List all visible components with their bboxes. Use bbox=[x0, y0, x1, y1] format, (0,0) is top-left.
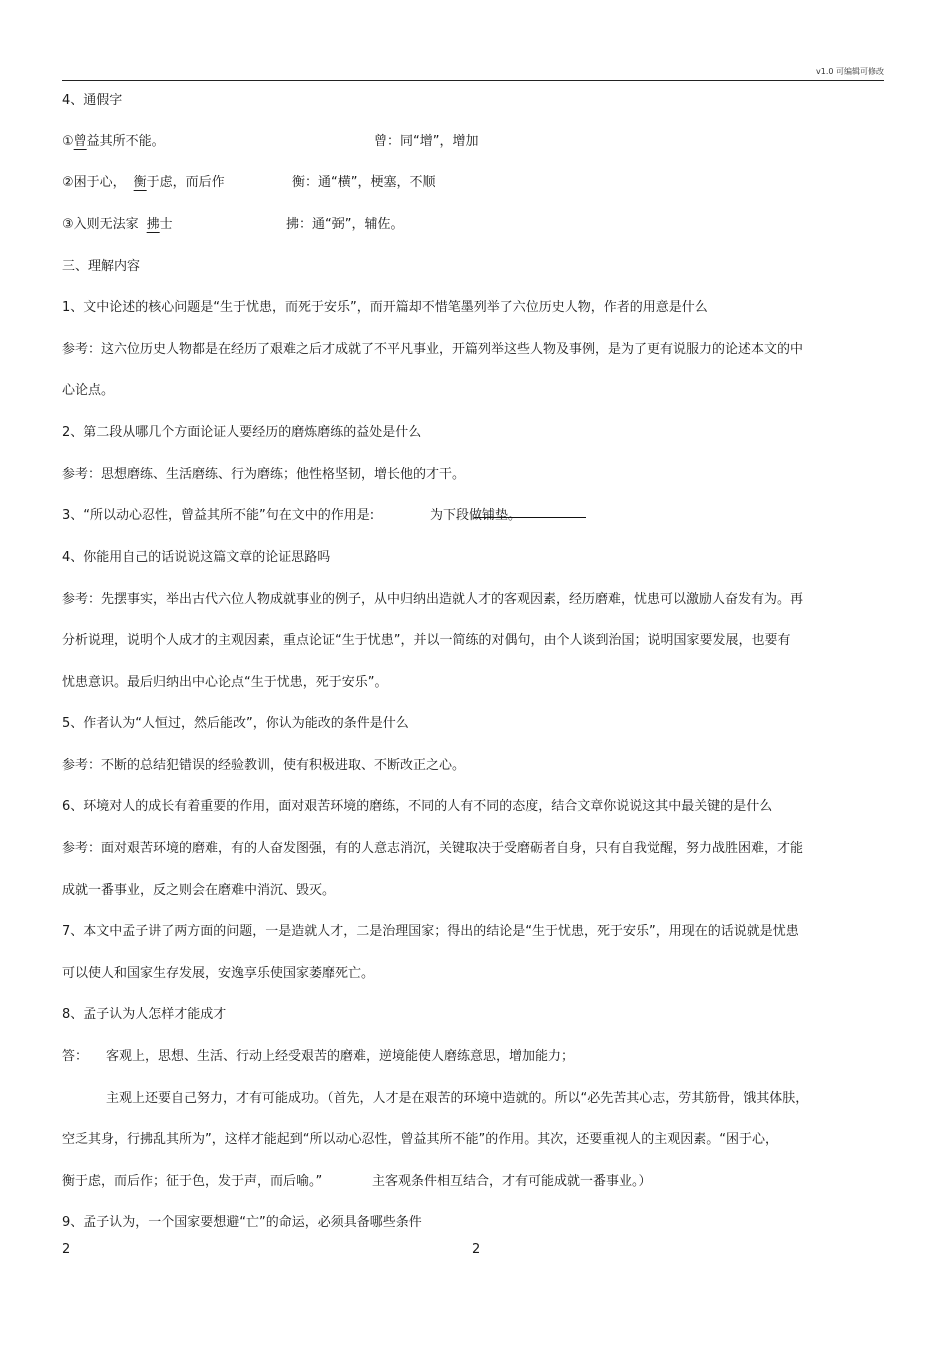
question-6: 6、环境对人的成长有着重要的作用，面对艰苦环境的磨练，不同的人有不同的态度，结合文章你说说这其中最关键的是什么 bbox=[62, 799, 773, 814]
answer-6-line-2: 成就一番事业，反之则会在磨难中消沉、毁灭。 bbox=[62, 883, 336, 898]
section-heading-understanding: 三、理解内容 bbox=[62, 259, 141, 274]
answer-6-line-1: 参考：面对艰苦环境的磨难，有的人奋发图强，有的人意志消沉，关键取决于受磨砺者自身，只有自我觉醒，努力战胜困难，才能 bbox=[62, 841, 804, 856]
answer-1-line-2: 心论点。 bbox=[62, 383, 115, 398]
question-3: 3、“所以动心忍性，曾益其所不能”句在文中的作用是: bbox=[62, 508, 375, 523]
question-7-line-2: 可以使人和国家生存发展，安逸享乐使国家萎靡死亡。 bbox=[62, 966, 375, 981]
answer-5: 参考：不断的总结犯错误的经验教训，使有积极进取、不断改正之心。 bbox=[62, 758, 466, 773]
answer-4-line-3: 忧患意识。最后归纳出中心论点“生于忧患，死于安乐”。 bbox=[62, 675, 388, 690]
page-number-left: 2 bbox=[62, 1242, 71, 1257]
phrase-3-gloss: 拂：通“弼”，辅佐。 bbox=[286, 217, 404, 232]
phrase-2-gloss: 衡：通“横”，梗塞，不顺 bbox=[292, 175, 436, 190]
answer-3: 为下段做铺垫。 bbox=[430, 508, 522, 523]
question-8: 8、孟子认为人怎样才能成才 bbox=[62, 1007, 227, 1022]
answer-8-line-4-cont: 主客观条件相互结合，才有可能成就一番事业。） bbox=[372, 1174, 652, 1189]
phrase-3: ③入则无法家 拂士 bbox=[62, 217, 173, 232]
answer-8-line-1: 客观上，思想、生活、行动上经受艰苦的磨难，逆境能使人磨练意思，增加能力； bbox=[106, 1049, 575, 1064]
answer-2: 参考：思想磨练、生活磨练、行为磨练；他性格坚韧，增长他的才干。 bbox=[62, 467, 466, 482]
phrase-1: ①曾益其所不能。 bbox=[62, 134, 165, 149]
answer-blank-line bbox=[474, 517, 586, 518]
underlined-char: 曾 bbox=[73, 134, 87, 149]
answer-8-line-2: 主观上还要自己努力，才有可能成功。（首先，人才是在艰苦的环境中造就的。所以“必先苦其心志，劳其筋骨，饿其体肤， bbox=[106, 1091, 809, 1106]
underlined-char: 拂 bbox=[146, 217, 160, 232]
header-version-text: v1.0 可编辑可修改 bbox=[816, 67, 884, 76]
question-9: 9、孟子认为，一个国家要想避“亡”的命运，必须具备哪些条件 bbox=[62, 1215, 422, 1230]
phrase-2: ②困于心， 衡于虑，而后作 bbox=[62, 175, 225, 190]
question-1: 1、文中论述的核心问题是“生于忧患，而死于安乐”，而开篇却不惜笔墨列举了六位历史人物，作者的用意是什么 bbox=[62, 300, 708, 315]
answer-4-line-1: 参考：先摆事实，举出古代六位人物成就事业的例子，从中归纳出造就人才的客观因素，经历磨难，忧患可以激励人奋发有为。再 bbox=[62, 592, 804, 607]
answer-4-line-2: 分析说理，说明个人成才的主观因素，重点论证“生于忧患”，并以一简练的对偶句，由个人谈到治国；说明国家要发展，也要有 bbox=[62, 633, 791, 648]
answer-8-line-3: 空乏其身，行拂乱其所为”，这样才能起到“所以动心忍性，曾益其所不能”的作用。其次，还要重视人的主观因素。“困于心， bbox=[62, 1132, 778, 1147]
question-5: 5、作者认为“人恒过，然后能改”，你认为能改的条件是什么 bbox=[62, 716, 409, 731]
question-2: 2、第二段从哪几个方面论证人要经历的磨炼磨练的益处是什么 bbox=[62, 425, 422, 440]
page-number-center: 2 bbox=[472, 1242, 481, 1257]
answer-8-label: 答： bbox=[62, 1049, 89, 1064]
question-7-line-1: 7、本文中孟子讲了两方面的问题，一是造就人才，二是治理国家；得出的结论是“生于忧患，死于安乐”，用现在的话说就是忧患 bbox=[62, 924, 799, 939]
section-heading-tongjiazi: 4、通假字 bbox=[62, 93, 123, 108]
answer-8-line-4: 衡于虑，而后作；征于色，发于声，而后喻。” bbox=[62, 1174, 323, 1189]
phrase-1-gloss: 曾：同“增”，增加 bbox=[374, 134, 479, 149]
answer-1-line-1: 参考：这六位历史人物都是在经历了艰难之后才成就了不平凡事业，开篇列举这些人物及事例，是为了更有说服力的论述本文的中 bbox=[62, 342, 804, 357]
header-rule bbox=[62, 80, 884, 81]
question-4: 4、你能用自己的话说说这篇文章的论证思路吗 bbox=[62, 550, 331, 565]
underlined-char: 衡 bbox=[133, 175, 147, 190]
